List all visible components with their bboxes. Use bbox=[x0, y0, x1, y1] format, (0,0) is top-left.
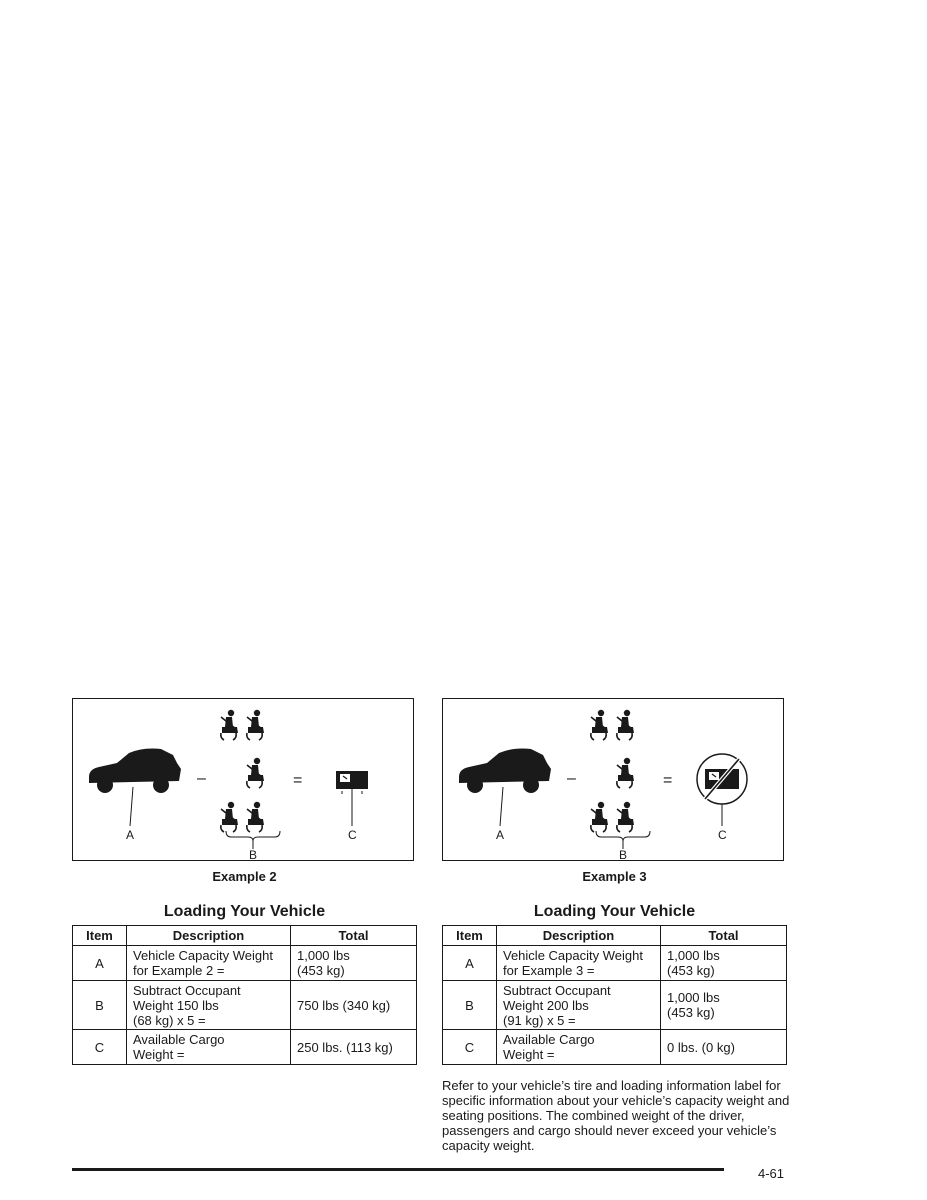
table-row bbox=[73, 1030, 417, 1065]
cell-item: B bbox=[73, 981, 127, 1030]
label-b: B bbox=[249, 848, 258, 862]
cell-item: C bbox=[443, 1030, 497, 1065]
cell-total bbox=[661, 946, 787, 981]
header-total: Total bbox=[661, 926, 787, 946]
cell-total bbox=[661, 981, 787, 1030]
description-line: Weight = bbox=[503, 1047, 555, 1062]
cell-item: A bbox=[443, 946, 497, 981]
footer-rule bbox=[72, 1168, 724, 1171]
cell-total bbox=[291, 981, 417, 1030]
cell-item: A bbox=[73, 946, 127, 981]
figure-caption: Example 3 bbox=[582, 869, 647, 884]
cell-total bbox=[661, 1030, 787, 1065]
cell-item: B bbox=[443, 981, 497, 1030]
label-c: C bbox=[348, 828, 357, 842]
description-line: Vehicle Capacity Weight bbox=[503, 948, 643, 963]
table-title: Loading Your Vehicle bbox=[533, 903, 696, 920]
total-line: 250 lbs. (113 kg) bbox=[297, 1039, 393, 1055]
loading-table bbox=[442, 925, 787, 1065]
car-silhouette-icon bbox=[89, 749, 181, 827]
header-item: Item bbox=[443, 926, 497, 946]
description-line: Available Cargo bbox=[503, 1032, 595, 1047]
no-cargo-icon bbox=[697, 754, 747, 826]
minus-sign: – bbox=[197, 770, 206, 787]
cell-description bbox=[497, 981, 661, 1030]
table-header-row bbox=[443, 926, 787, 946]
total-line: 0 lbs. (0 kg) bbox=[667, 1039, 735, 1055]
car-silhouette-icon bbox=[459, 749, 551, 827]
description-line: (91 kg) x 5 = bbox=[503, 1012, 576, 1028]
header-item: Item bbox=[73, 926, 127, 946]
loading-table bbox=[72, 925, 417, 1065]
cell-description bbox=[127, 981, 291, 1030]
total-line: (453 kg) bbox=[667, 963, 715, 978]
cell-total bbox=[291, 1030, 417, 1065]
cell-description bbox=[497, 946, 661, 981]
loading-illustration bbox=[73, 699, 415, 862]
total-line: 750 lbs (340 kg) bbox=[297, 997, 391, 1013]
total-line: (453 kg) bbox=[297, 963, 345, 978]
table-row bbox=[73, 981, 417, 1030]
loading-figure bbox=[442, 698, 784, 861]
header-description: Description bbox=[127, 926, 291, 946]
description-line: for Example 2 = bbox=[133, 963, 225, 978]
total-line: 1,000 lbs bbox=[667, 948, 720, 963]
description-line: Available Cargo bbox=[133, 1032, 225, 1047]
description-line: Weight = bbox=[133, 1047, 185, 1062]
label-a: A bbox=[496, 828, 505, 842]
minus-sign: – bbox=[567, 770, 576, 787]
label-a: A bbox=[126, 828, 135, 842]
cell-item: C bbox=[73, 1030, 127, 1065]
loading-figure bbox=[72, 698, 414, 861]
cell-description bbox=[127, 1030, 291, 1065]
capacity-note: Refer to your vehicle’s tire and loading information label for specific information about your vehicle’s capacity weight and seating positions. The combined weight of the driver, passengers and cargo should never exceed your vehicle’s capacity weight. bbox=[442, 1078, 790, 1153]
loading-illustration bbox=[443, 699, 785, 862]
header-total: Total bbox=[291, 926, 417, 946]
page-number: 4-61 bbox=[758, 1166, 785, 1181]
cell-description bbox=[497, 1030, 661, 1065]
description-line: (68 kg) x 5 = bbox=[133, 1012, 206, 1028]
table-row bbox=[443, 1030, 787, 1065]
table-row bbox=[443, 946, 787, 981]
label-c: C bbox=[718, 828, 727, 842]
total-line: (453 kg) bbox=[667, 1005, 715, 1020]
table-header-row bbox=[73, 926, 417, 946]
description-line: Weight 150 lbs bbox=[133, 997, 219, 1013]
label-b: B bbox=[619, 848, 628, 862]
cargo-box-icon bbox=[336, 771, 368, 826]
occupant-icons bbox=[591, 710, 634, 832]
occupant-icons bbox=[221, 710, 264, 832]
description-line: Subtract Occupant bbox=[503, 982, 611, 998]
figure-caption: Example 2 bbox=[212, 869, 277, 884]
total-line: 1,000 lbs bbox=[297, 948, 350, 963]
cell-description bbox=[127, 946, 291, 981]
table-row bbox=[443, 981, 787, 1030]
description-line: Vehicle Capacity Weight bbox=[133, 948, 273, 963]
description-line: Subtract Occupant bbox=[133, 982, 241, 998]
description-line: for Example 3 = bbox=[503, 963, 595, 978]
cell-total bbox=[291, 946, 417, 981]
header-description: Description bbox=[497, 926, 661, 946]
equals-sign: = bbox=[293, 772, 303, 789]
description-line: Weight 200 lbs bbox=[503, 997, 589, 1013]
table-row bbox=[73, 946, 417, 981]
table-title: Loading Your Vehicle bbox=[163, 903, 326, 920]
total-line: 1,000 lbs bbox=[667, 990, 720, 1005]
equals-sign: = bbox=[663, 772, 673, 789]
